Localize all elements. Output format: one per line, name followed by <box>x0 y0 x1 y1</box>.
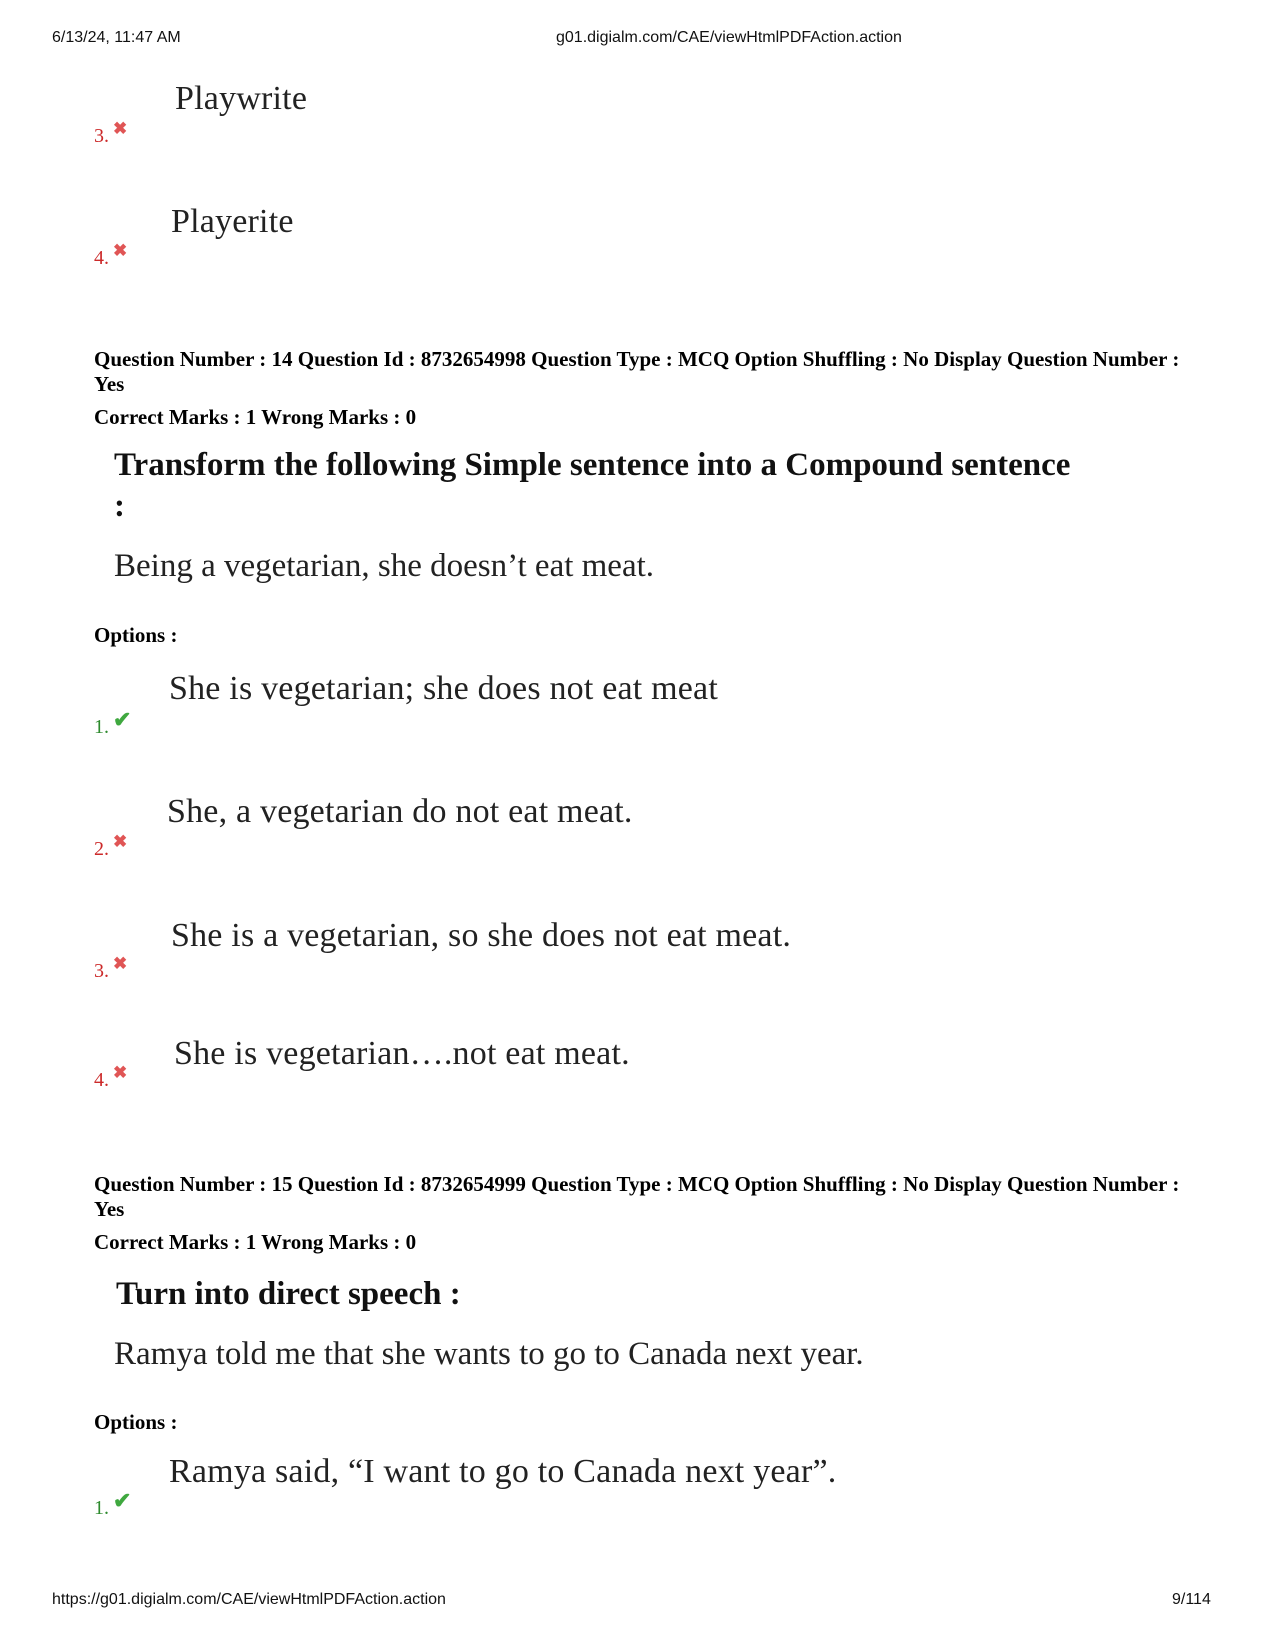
marks-meta: Correct Marks : 1 Wrong Marks : 0 <box>94 1230 417 1254</box>
cross-icon: ✖ <box>113 241 128 260</box>
print-datetime: 6/13/24, 11:47 AM <box>52 29 181 46</box>
cross-icon: ✖ <box>113 119 128 138</box>
option-number: 3. <box>94 960 109 982</box>
option-number: 1. <box>94 1497 109 1519</box>
question-prompt: Turn into direct speech : <box>116 1276 461 1312</box>
option-text: Ramya said, “I want to go to Canada next year”. <box>169 1453 837 1490</box>
option-text: She is a vegetarian, so she does not eat meat. <box>171 917 792 954</box>
cross-icon: ✖ <box>113 832 128 851</box>
option-marker <box>94 119 128 148</box>
option-number: 4. <box>94 1069 109 1091</box>
option-text: Playerite <box>171 203 294 240</box>
option-marker <box>94 954 128 983</box>
question-prompt: Transform the following Simple sentence into a Compound sentence : <box>114 447 1071 524</box>
page-number: 9/114 <box>1172 1591 1211 1608</box>
option-marker <box>94 832 128 861</box>
check-icon: ✔ <box>113 707 132 732</box>
option-marker <box>94 707 132 739</box>
option-marker <box>94 241 128 270</box>
option-number: 2. <box>94 838 109 860</box>
question-sentence: Ramya told me that she wants to go to Canada next year. <box>114 1336 864 1372</box>
option-marker <box>94 1063 128 1092</box>
footer-url: https://g01.digialm.com/CAE/viewHtmlPDFAction.action <box>52 1591 446 1608</box>
check-icon: ✔ <box>113 1488 132 1513</box>
option-text: She is vegetarian; she does not eat meat <box>169 670 718 707</box>
options-label: Options : <box>94 623 178 647</box>
cross-icon: ✖ <box>113 954 128 973</box>
question-meta: Question Number : 15 Question Id : 8732654999 Question Type : MCQ Option Shuffling : No Display Question Number : Yes <box>94 1172 1180 1221</box>
option-marker <box>94 1488 132 1520</box>
print-url: g01.digialm.com/CAE/viewHtmlPDFAction.action <box>556 29 902 46</box>
option-text: She is vegetarian….not eat meat. <box>174 1035 630 1072</box>
option-number: 4. <box>94 247 109 269</box>
option-text: Playwrite <box>175 80 308 117</box>
option-number: 1. <box>94 716 109 738</box>
question-sentence: Being a vegetarian, she doesn’t eat meat. <box>114 548 655 584</box>
cross-icon: ✖ <box>113 1063 128 1082</box>
marks-meta: Correct Marks : 1 Wrong Marks : 0 <box>94 405 417 429</box>
option-text: She, a vegetarian do not eat meat. <box>167 793 633 830</box>
option-number: 3. <box>94 125 109 147</box>
options-label: Options : <box>94 1410 178 1434</box>
question-meta: Question Number : 14 Question Id : 8732654998 Question Type : MCQ Option Shuffling : No Display Question Number : Yes <box>94 347 1180 396</box>
